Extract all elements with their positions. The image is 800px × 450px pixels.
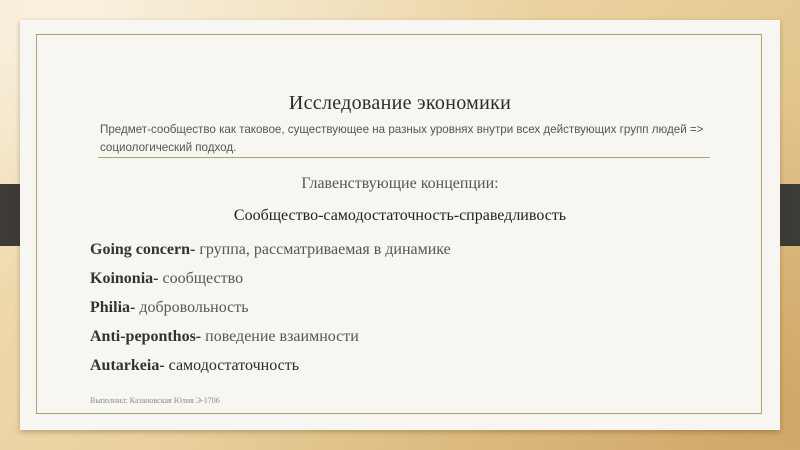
author-footer: Выполнил: Казановская Юлия Э-1706: [90, 396, 220, 405]
concept-item: [90, 322, 730, 351]
concept-item: [90, 264, 730, 293]
concept-description: самодостаточность: [164, 357, 299, 374]
concept-description: добровольность: [135, 299, 249, 316]
concept-item: [90, 235, 730, 264]
concept-term: Autarkeia-: [90, 357, 165, 374]
concept-description: поведение взаимности: [201, 328, 359, 345]
concept-description: сообщество: [158, 270, 244, 287]
concepts-subheading: Сообщество-самодостаточность-справедливость: [233, 207, 567, 224]
slide-title: Исследование экономики: [288, 92, 512, 114]
slide-subtitle: Предмет-сообщество как таковое, существующее на разных уровнях внутри всех действующих групп людей => социологический подход.: [100, 123, 704, 154]
concept-term: Going concern-: [90, 241, 196, 258]
slide: [20, 20, 780, 430]
concept-description: группа, рассматриваемая в динамике: [195, 241, 451, 258]
concept-item: [90, 351, 730, 380]
concepts-list: [90, 235, 730, 380]
concept-item: [90, 293, 730, 322]
title-divider: [98, 157, 710, 158]
concept-term: Philia-: [90, 299, 136, 316]
concepts-heading: Главенствующие концепции:: [301, 175, 499, 192]
concept-term: Koinonia-: [90, 270, 159, 287]
concept-term: Anti-peponthos-: [90, 328, 202, 345]
